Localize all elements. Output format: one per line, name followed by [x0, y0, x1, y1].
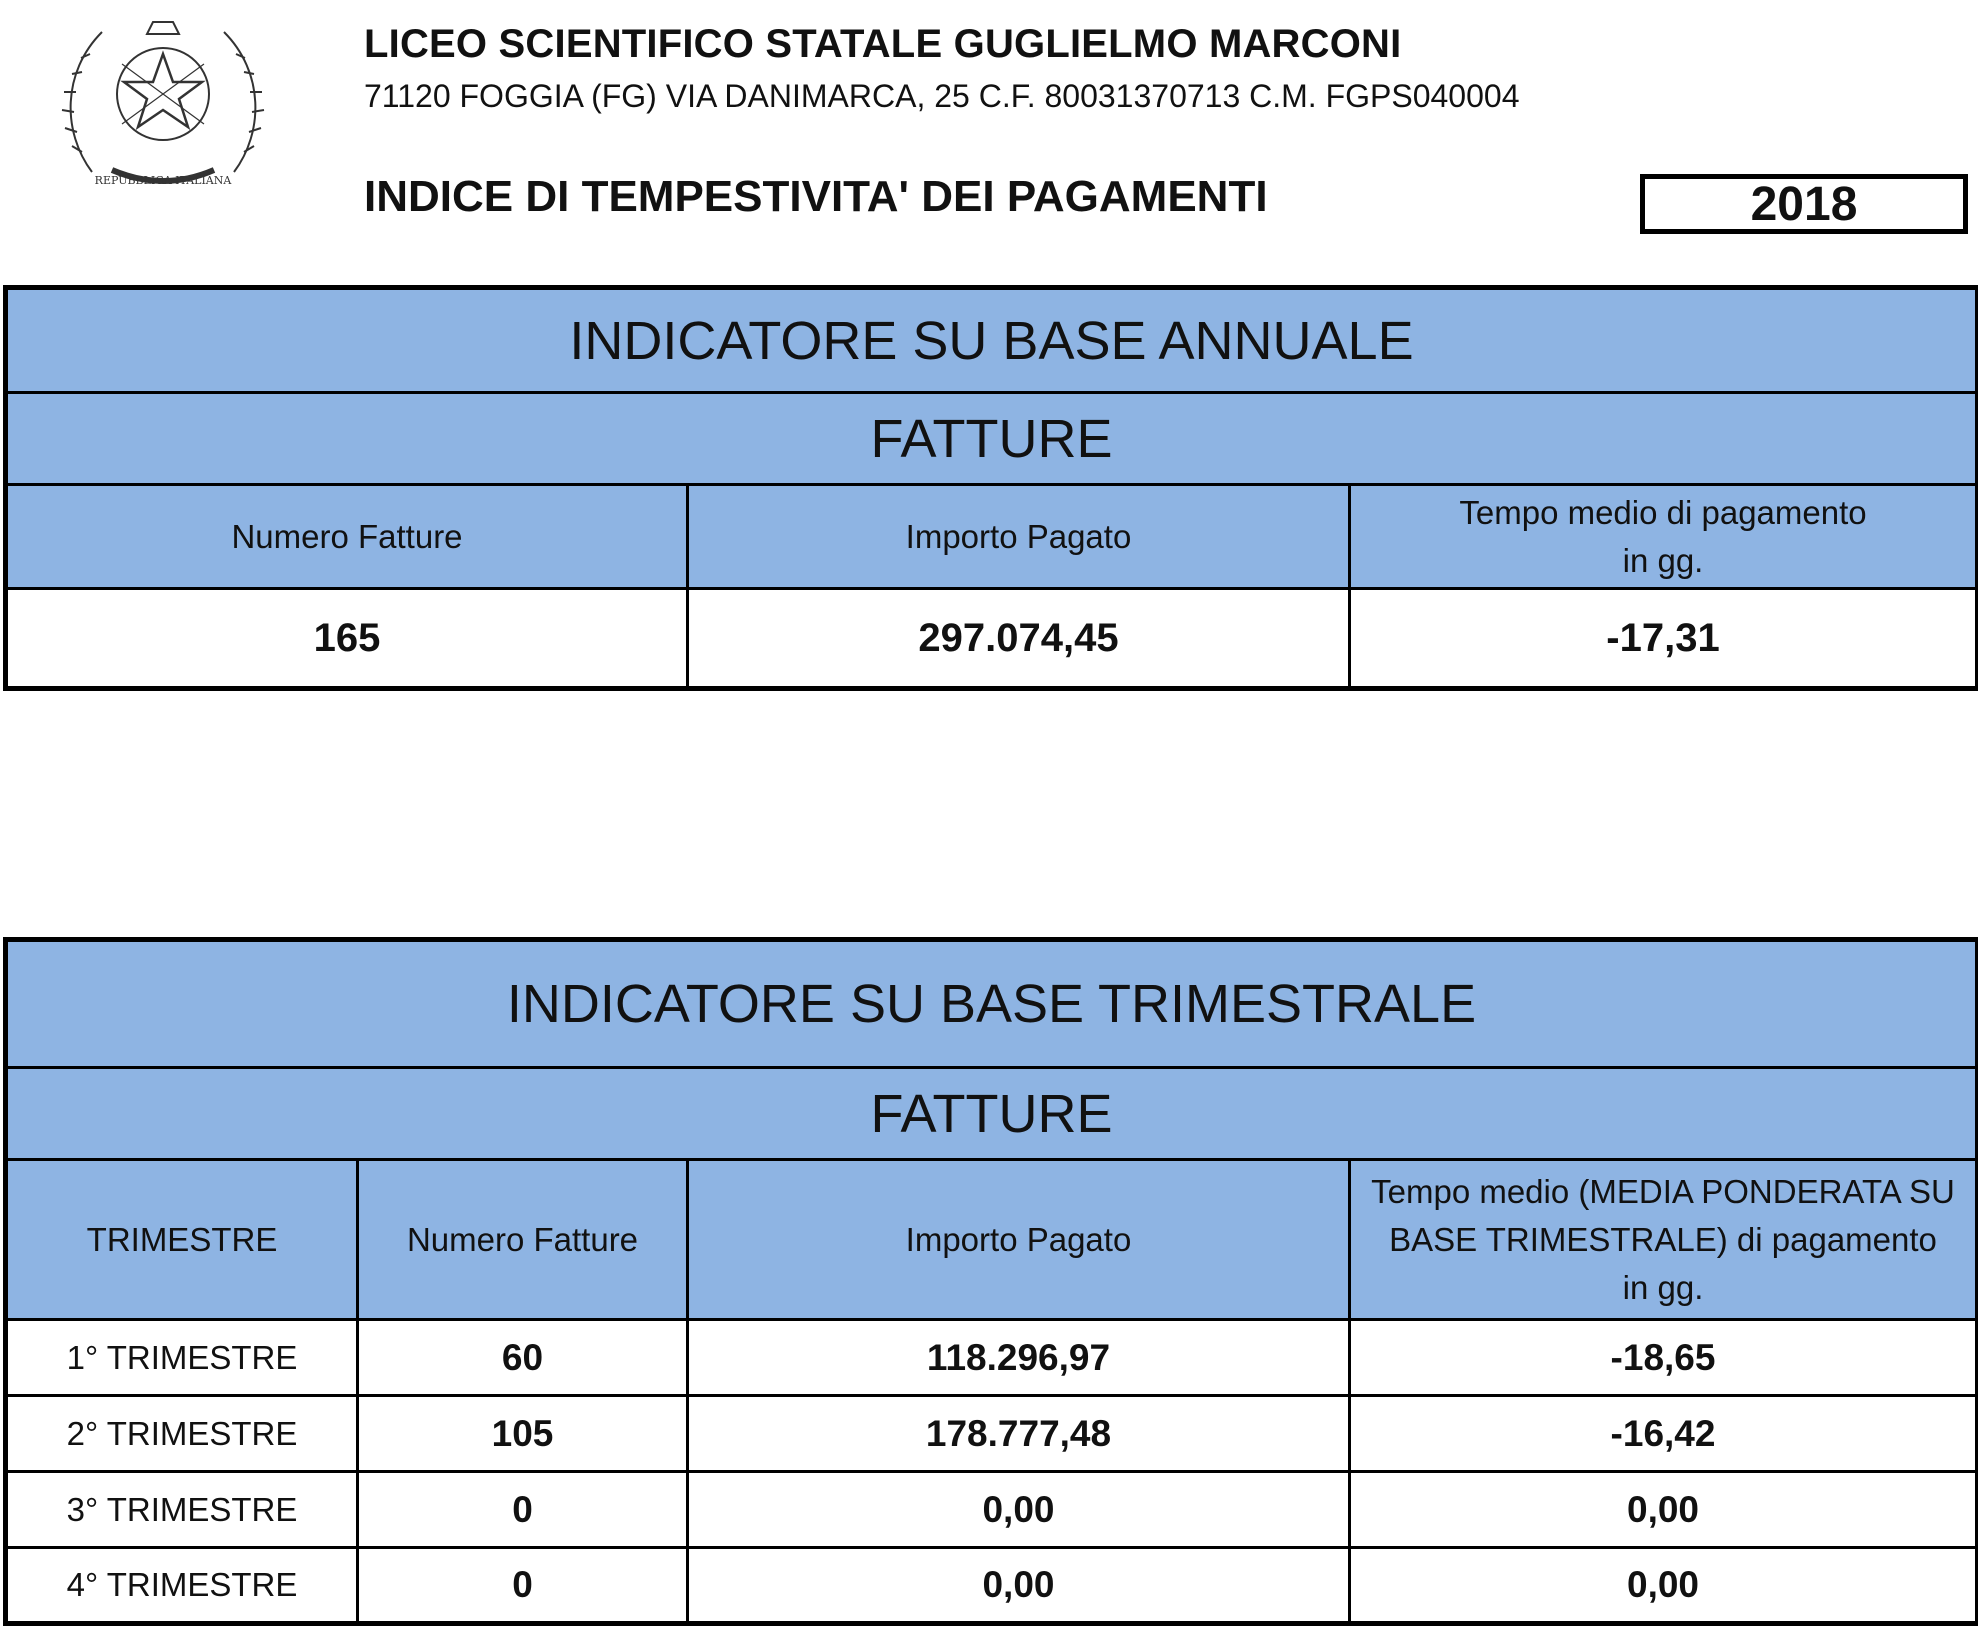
republic-emblem-icon — [52, 2, 274, 198]
annual-value-amount: 297.074,45 — [688, 589, 1350, 689]
row-time: -16,42 — [1350, 1396, 1978, 1472]
annual-col-time-line2: in gg. — [1622, 541, 1704, 579]
document-title: INDICE DI TEMPESTIVITA' DEI PAGAMENTI — [364, 172, 1268, 221]
quarterly-col-time — [1350, 1160, 1978, 1320]
quarterly-col-time-line1: Tempo medio (MEDIA PONDERATA SU — [1371, 1172, 1955, 1210]
school-address: 71120 FOGGIA (FG) VIA DANIMARCA, 25 C.F. 80031370713 C.M. FGPS040004 — [364, 78, 1520, 114]
row-count: 105 — [358, 1396, 688, 1472]
row-amount: 0,00 — [688, 1548, 1350, 1624]
annual-col-amount: Importo Pagato — [688, 485, 1350, 589]
annual-col-time — [1350, 485, 1978, 589]
row-time: -18,65 — [1350, 1320, 1978, 1396]
quarterly-col-time-line3: in gg. — [1622, 1268, 1704, 1306]
row-quarter: 3° TRIMESTRE — [6, 1472, 358, 1548]
quarterly-subtitle: FATTURE — [6, 1068, 1978, 1160]
table-row — [6, 1320, 1978, 1396]
quarterly-col-quarter: TRIMESTRE — [6, 1160, 358, 1320]
annual-col-count: Numero Fatture — [6, 485, 688, 589]
quarterly-title: INDICATORE SU BASE TRIMESTRALE — [6, 940, 1978, 1068]
row-count: 0 — [358, 1548, 688, 1624]
row-time: 0,00 — [1350, 1548, 1978, 1624]
table-row — [6, 1472, 1978, 1548]
annual-col-time-line1: Tempo medio di pagamento — [1459, 493, 1867, 531]
year-box: 2018 — [1640, 174, 1968, 234]
row-time: 0,00 — [1350, 1472, 1978, 1548]
row-amount: 0,00 — [688, 1472, 1350, 1548]
annual-subtitle: FATTURE — [6, 393, 1978, 485]
quarterly-indicator-table — [3, 937, 1978, 1626]
annual-title: INDICATORE SU BASE ANNUALE — [6, 288, 1978, 393]
row-amount: 178.777,48 — [688, 1396, 1350, 1472]
annual-value-time: -17,31 — [1350, 589, 1978, 689]
quarterly-col-time-line2: BASE TRIMESTRALE) di pagamento — [1389, 1220, 1937, 1258]
school-name: LICEO SCIENTIFICO STATALE GUGLIELMO MARCONI — [364, 22, 1402, 66]
quarterly-col-count: Numero Fatture — [358, 1160, 688, 1320]
row-quarter: 4° TRIMESTRE — [6, 1548, 358, 1624]
row-count: 0 — [358, 1472, 688, 1548]
table-row — [6, 1396, 1978, 1472]
row-amount: 118.296,97 — [688, 1320, 1350, 1396]
annual-value-count: 165 — [6, 589, 688, 689]
annual-indicator-table — [3, 285, 1978, 691]
row-quarter: 2° TRIMESTRE — [6, 1396, 358, 1472]
row-count: 60 — [358, 1320, 688, 1396]
quarterly-col-amount: Importo Pagato — [688, 1160, 1350, 1320]
row-quarter: 1° TRIMESTRE — [6, 1320, 358, 1396]
svg-text:REPUBBLICA ITALIANA: REPUBBLICA ITALIANA — [94, 174, 232, 187]
table-row — [6, 1548, 1978, 1624]
